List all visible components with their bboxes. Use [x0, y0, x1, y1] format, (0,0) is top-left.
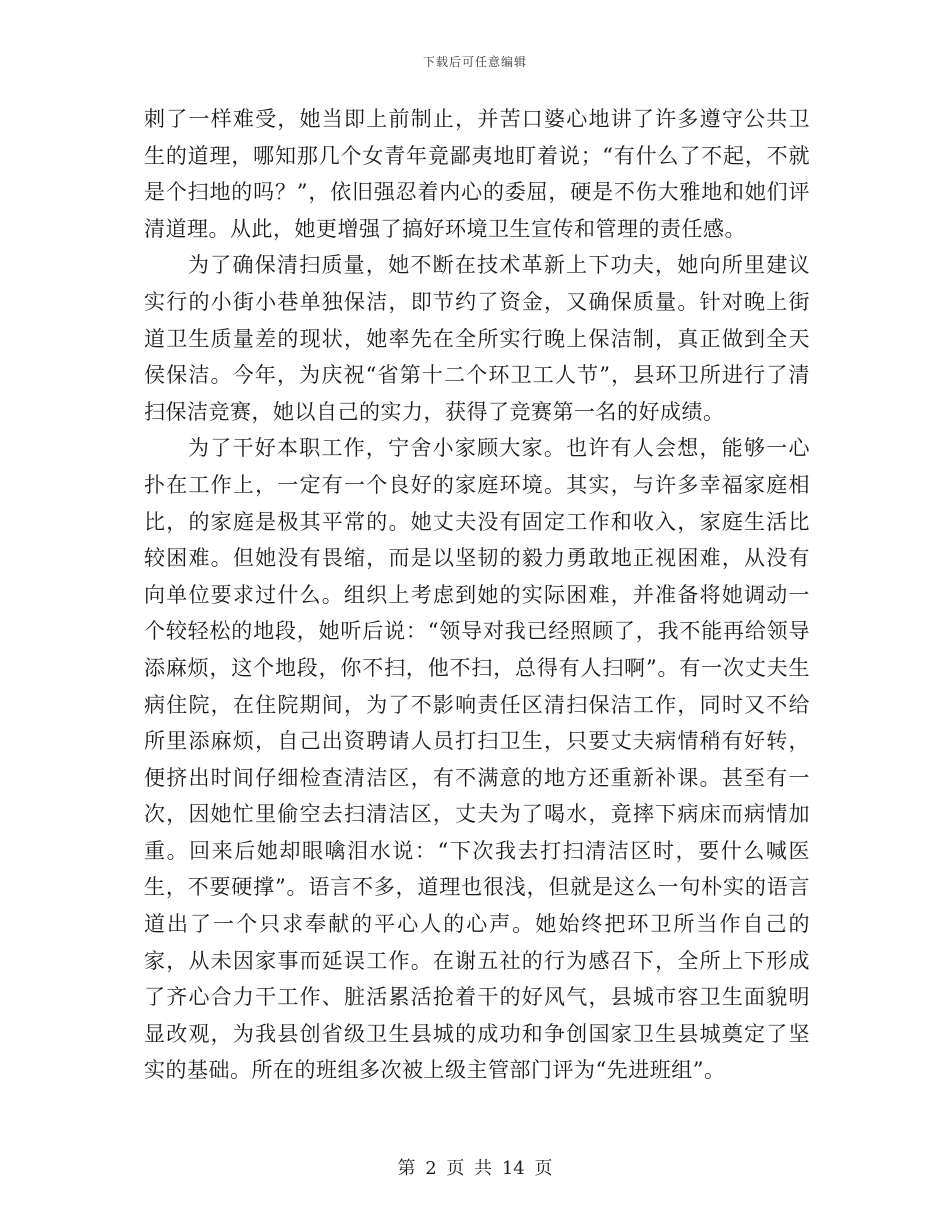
page-header-note: 下载后可任意编辑 [422, 55, 527, 69]
paragraph-2: 为了确保清扫质量，她不断在技术革新上下功夫，她向所里建议实行的小街小巷单独保洁，即节约了资金，又确保质量。针对晚上街道卫生质量差的现状，她率先在全所实行晚上保洁制，真正做到全天侯保洁。今年，为庆祝“省第十二个环卫工人节”，县环卫所进行了清扫保洁竞赛，她以自己的实力，获得了竞赛第一名的好成绩。 [144, 253, 810, 424]
paragraph-3: 为了干好本职工作，宁舍小家顾大家。也许有人会想，能够一心扑在工作上，一定有一个良好的家庭环境。其实，与许多幸福家庭相比，的家庭是极其平常的。她丈夫没有固定工作和收入，家庭生活比较困难。但她没有畏缩，而是以坚韧的毅力勇敢地正视困难，从没有向单位要求过什么。组织上考虑到她的实际困难，并准备将她调动一个较轻松的地段，她听后说：“领导对我已经照顾了，我不能再给领导添麻烦，这个地段，你不扫，他不扫，总得有人扫啊”。有一次丈夫生病住院，在住院期间，为了不影响责任区清扫保洁工作，同时又不给所里添麻烦，自己出资聘请人员打扫卫生，只要丈夫病情稍有好转，便挤出时间仔细检查清洁区，有不满意的地方还重新补课。甚至有一次，因她忙里偷空去扫清洁区，丈夫为了喝水，竟摔下病床而病情加重。回来后她却眼噙泪水说：“下次我去打扫清洁区时，要什么喊医生，不要硬撑”。语言不多，道理也很浅，但就是这么一句朴实的语言道出了一个只求奉献的平心人的心声。她始终把环卫所当作自己的家，从未因家事而延误工作。在谢五社的行为感召下，全所上下形成了齐心合力干工作、脏活累活抢着干的好风气，县城市容卫生面貌明显改观，为我县创省级卫生县城的成功和争创国家卫生县城奠定了坚实的基础。所在的班组多次被上级主管部门评为“先进班组”。 [144, 436, 810, 1083]
page-number: 第 2 页 共 14 页 [397, 1158, 553, 1179]
paragraph-1: 刺了一样难受，她当即上前制止，并苦口婆心地讲了许多遵守公共卫生的道理，哪知那几个女青年竟鄙夷地盯着说；“有什么了不起，不就是个扫地的吗？”，依旧强忍着内心的委屈，硬是不伤大雅地和她们评清道理。从此，她更增强了搞好环境卫生宣传和管理的责任感。 [144, 107, 810, 241]
document-body [144, 101, 810, 1089]
